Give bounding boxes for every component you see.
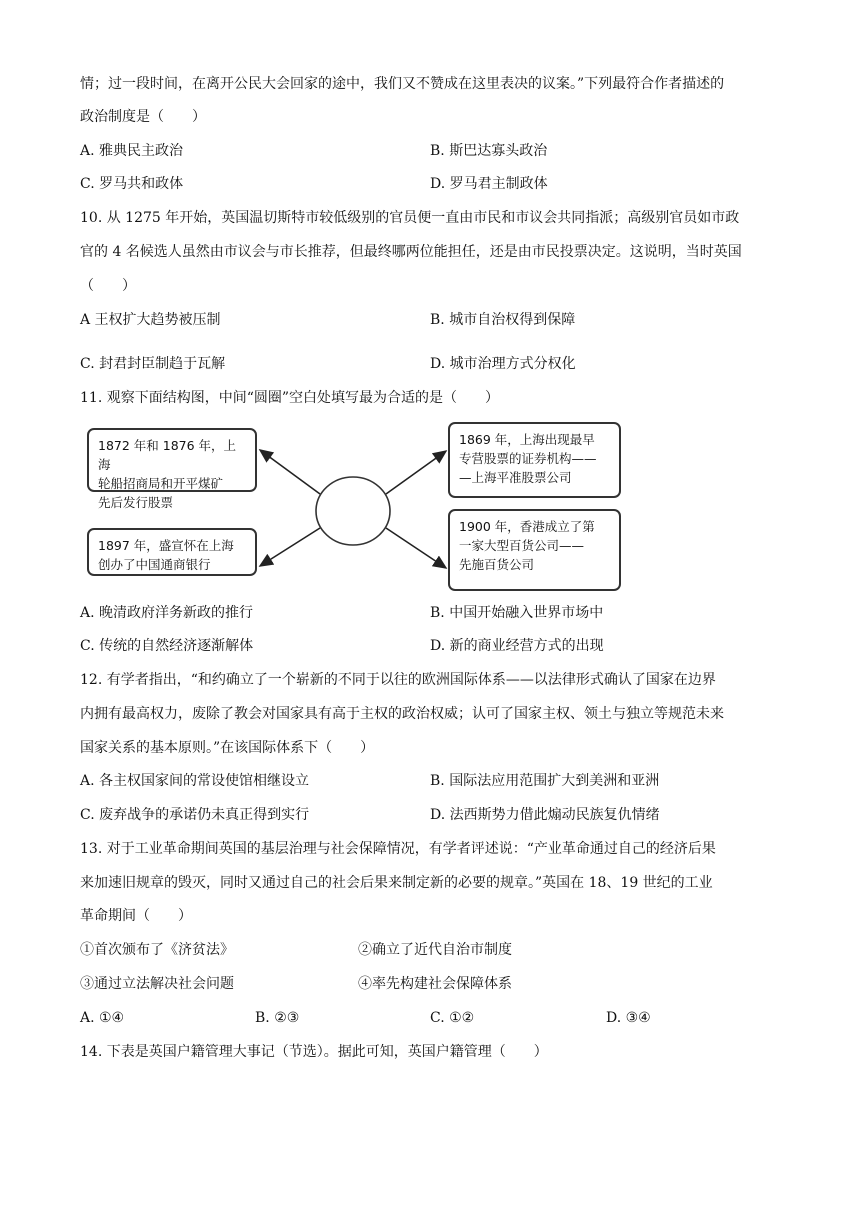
- q9-option-b: B. 斯巴达寡头政治: [430, 143, 548, 159]
- q13-stem-line1: 13. 对于工业革命期间英国的基层治理与社会保障情况，有学者评述说：“产业革命通过自己的经济后果: [80, 841, 716, 857]
- q12-stem-line3: 国家关系的基本原则。”在该国际体系下（ ）: [80, 740, 375, 756]
- q9-option-c: C. 罗马共和政体: [80, 176, 184, 192]
- arrow-to-bottom-right: [386, 528, 446, 568]
- q13-option-c: C. ①②: [430, 1010, 475, 1026]
- q11-stem: 11. 观察下面结构图，中间“圆圈”空白处填写最为合适的是（ ）: [80, 390, 500, 406]
- q11-option-d: D. 新的商业经营方式的出现: [430, 638, 604, 654]
- q12-stem-line2: 内拥有最高权力，废除了教会对国家具有高于主权的政治权威；认可了国家主权、领土与独立等规范未来: [80, 706, 724, 722]
- q13-option-a: A. ①④: [80, 1010, 125, 1026]
- q13-option-d: D. ③④: [606, 1010, 651, 1026]
- q11-option-b: B. 中国开始融入世界市场中: [430, 605, 604, 621]
- q13-stem-line3: 革命期间（ ）: [80, 908, 192, 924]
- q9-option-a: A. 雅典民主政治: [80, 143, 184, 159]
- q10-stem-line3: （ ）: [80, 278, 136, 294]
- arrow-to-bottom-left: [260, 528, 320, 566]
- q13-item-1: ①首次颁布了《济贫法》: [80, 942, 234, 958]
- arrow-to-top-right: [386, 451, 446, 494]
- q9-option-d: D. 罗马君主制政体: [430, 176, 548, 192]
- q10-option-c: C. 封君封臣制趋于瓦解: [80, 356, 226, 372]
- q13-item-2: ②确立了近代自治市制度: [358, 942, 512, 958]
- q10-option-b: B. 城市自治权得到保障: [430, 312, 576, 328]
- q10-option-d: D. 城市治理方式分权化: [430, 356, 576, 372]
- q9-stem-line2: 政治制度是（ ）: [80, 109, 206, 125]
- center-blank-circle: [316, 477, 390, 545]
- q14-stem: 14. 下表是英国户籍管理大事记（节选）。据此可知，英国户籍管理（ ）: [80, 1044, 548, 1060]
- q13-item-3: ③通过立法解决社会问题: [80, 976, 234, 992]
- q12-stem-line1: 12. 有学者指出，“和约确立了一个崭新的不同于以往的欧洲国际体系——以法律形式确认了国家在边界: [80, 672, 716, 688]
- q13-option-b: B. ②③: [255, 1010, 300, 1026]
- q10-option-a: A 王权扩大趋势被压制: [80, 312, 221, 328]
- arrow-to-top-left: [260, 450, 320, 494]
- diagram-box-top-right: 1869 年，上海出现最早 专营股票的证券机构—— —上海平准股票公司: [448, 422, 621, 498]
- q11-option-a: A. 晚清政府洋务新政的推行: [80, 605, 254, 621]
- q12-option-d: D. 法西斯势力借此煽动民族复仇情绪: [430, 807, 660, 823]
- q12-option-c: C. 废弃战争的承诺仍未真正得到实行: [80, 807, 310, 823]
- q13-item-4: ④率先构建社会保障体系: [358, 976, 512, 992]
- structure-diagram: [80, 418, 640, 596]
- diagram-box-bottom-left: 1897 年，盛宣怀在上海 创办了中国通商银行: [87, 528, 257, 576]
- q13-stem-line2: 来加速旧规章的毁灭，同时又通过自己的社会后果来制定新的必要的规章。”英国在 18、19 世纪的工业: [80, 875, 713, 891]
- diagram-box-bottom-right: 1900 年，香港成立了第 一家大型百货公司—— 先施百货公司: [448, 509, 621, 591]
- q12-option-b: B. 国际法应用范围扩大到美洲和亚洲: [430, 773, 660, 789]
- q10-stem-line1: 10. 从 1275 年开始，英国温切斯特市较低级别的官员便一直由市民和市议会共同指派；高级别官员如市政: [80, 210, 740, 226]
- q10-stem-line2: 官的 4 名候选人虽然由市议会与市长推荐，但最终哪两位能担任，还是由市民投票决定。这说明，当时英国: [80, 244, 742, 260]
- diagram-box-top-left: 1872 年和 1876 年，上海 轮船招商局和开平煤矿 先后发行股票: [87, 428, 257, 492]
- q12-option-a: A. 各主权国家间的常设使馆相继设立: [80, 773, 310, 789]
- q11-option-c: C. 传统的自然经济逐渐解体: [80, 638, 254, 654]
- q9-stem-line1: 情；过一段时间，在离开公民大会回家的途中，我们又不赞成在这里表决的议案。”下列最符合作者描述的: [80, 76, 725, 92]
